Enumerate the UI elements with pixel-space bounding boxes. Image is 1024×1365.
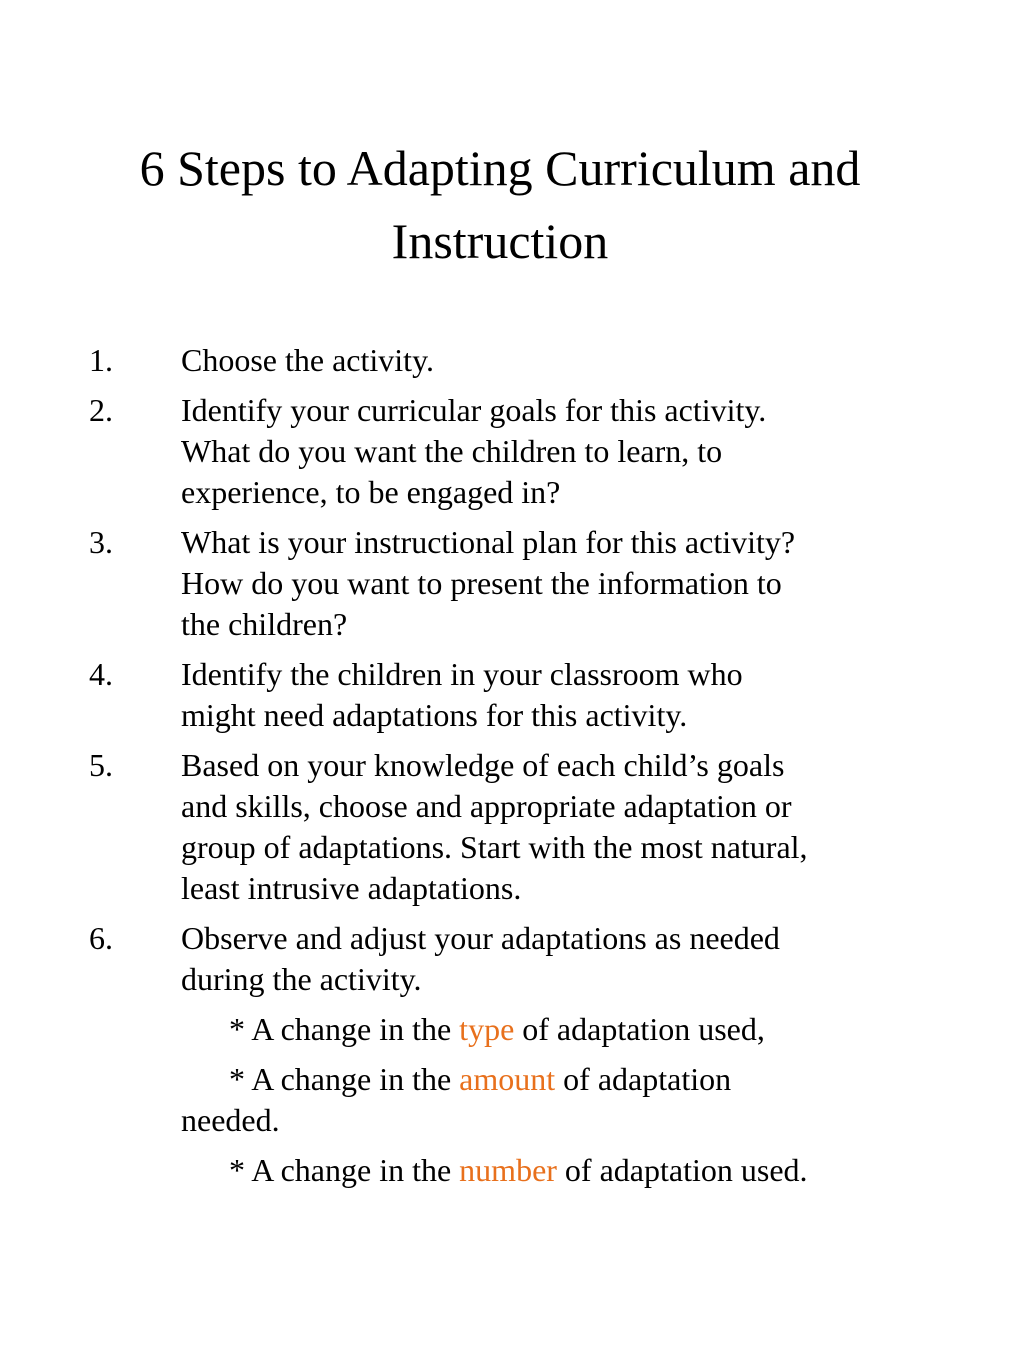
step-3 [0, 522, 1024, 645]
step-number: 4. [89, 656, 113, 692]
step-text [181, 918, 941, 1000]
change-suffix: of adaptation used. [556, 1152, 808, 1188]
step-6 [0, 918, 1024, 1000]
step-number: 5. [89, 747, 113, 783]
change-line [229, 1059, 1024, 1100]
step-number: 6. [89, 920, 113, 956]
change-suffix: of adaptation [555, 1061, 732, 1097]
step-text [181, 522, 941, 645]
step-number: 2. [89, 392, 113, 428]
step-line: least intrusive adaptations. [181, 870, 522, 906]
steps-list [0, 340, 1024, 1200]
step-line: the children? [181, 606, 348, 642]
step-line: Identify your curricular goals for this activity. [181, 392, 767, 428]
step-line: might need adaptations for this activity. [181, 697, 688, 733]
step-line: Observe and adjust your adaptations as needed [181, 920, 780, 956]
step-number: 3. [89, 524, 113, 560]
step-line: How do you want to present the information to [181, 565, 782, 601]
step-text [181, 340, 941, 381]
change-line [229, 1150, 1024, 1191]
change-line [229, 1009, 1024, 1050]
step-line: and skills, choose and appropriate adaptation or [181, 788, 792, 824]
step-number: 1. [89, 342, 113, 378]
step-text [181, 654, 941, 736]
step-line: What do you want the children to learn, to [181, 433, 723, 469]
step-4 [0, 654, 1024, 736]
change-prefix: * A change in the [229, 1011, 460, 1047]
change-keyword: number [459, 1152, 557, 1188]
title-line-2: Instruction [391, 213, 609, 269]
page-title [60, 132, 940, 278]
step-5 [0, 745, 1024, 909]
step-line: group of adaptations. Start with the most natural, [181, 829, 808, 865]
change-amount [0, 1059, 1024, 1141]
step-line: experience, to be engaged in? [181, 474, 561, 510]
change-type [0, 1009, 1024, 1050]
step-text [181, 390, 941, 513]
step-2 [0, 390, 1024, 513]
change-suffix: of adaptation used, [514, 1011, 765, 1047]
change-prefix: * A change in the [229, 1061, 460, 1097]
change-keyword: type [459, 1011, 515, 1047]
title-line-1: 6 Steps to Adapting Curriculum and [139, 140, 861, 196]
step-1 [0, 340, 1024, 381]
step-line: Choose the activity. [181, 342, 434, 378]
step-line: What is your instructional plan for this activity? [181, 524, 796, 560]
change-keyword: amount [459, 1061, 556, 1097]
step-text [181, 745, 941, 909]
change-prefix: * A change in the [229, 1152, 460, 1188]
step-line: Based on your knowledge of each child’s goals [181, 747, 785, 783]
step-line: Identify the children in your classroom who [181, 656, 743, 692]
change-continuation: needed. [181, 1102, 280, 1138]
step-line: during the activity. [181, 961, 422, 997]
change-number [0, 1150, 1024, 1191]
